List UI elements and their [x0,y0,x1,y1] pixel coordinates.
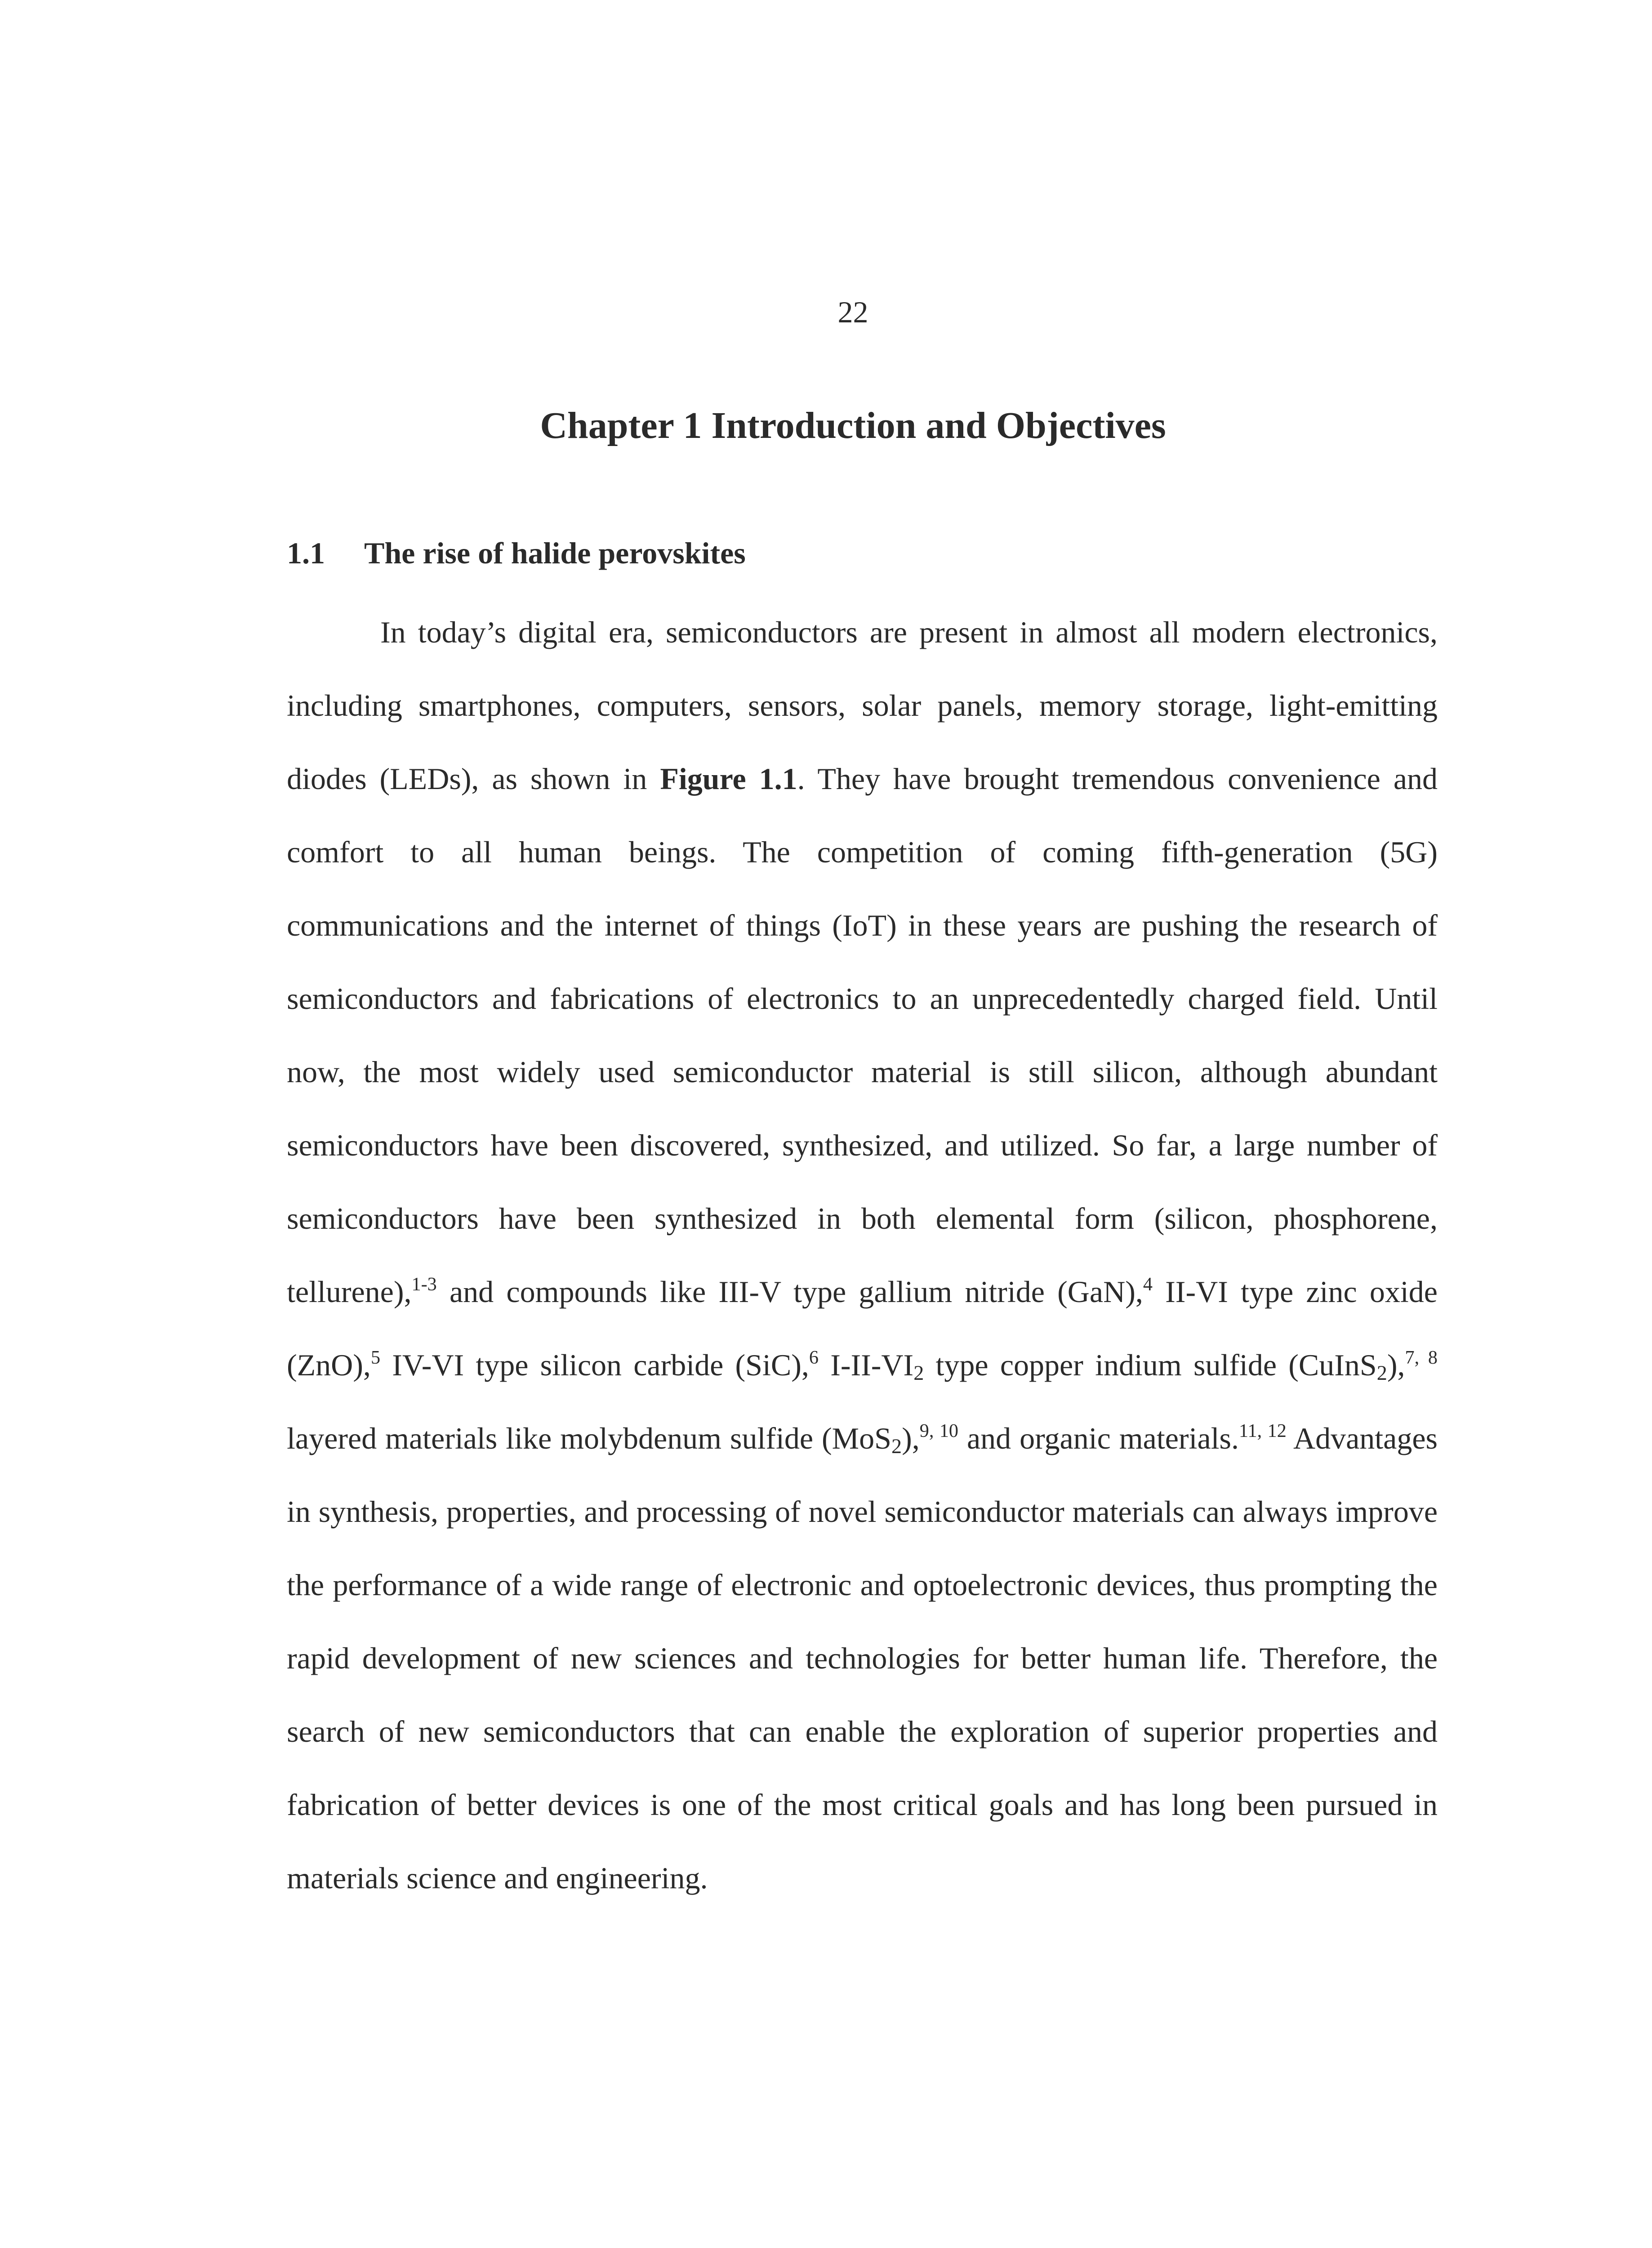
citation-ref: 4 [1143,1273,1153,1295]
figure-reference: Figure 1.1 [660,762,797,796]
citation-ref: 5 [370,1347,381,1368]
paragraph-text: Advantages in synthesis, properties, and processing of novel semiconductor materials can always improve the performance of a wide range of electronic and optoelectronic devices, thus prompting the rapid development of new sciences and technologies for better human life. Therefore, the search of new semiconductors that can enable the exploration of superior properties and fabrication of better devices is one of the most critical goals and has long been pursued in materials science and engineering. [287,1421,1438,1895]
citation-ref: 9, 10 [919,1420,959,1441]
page-number: 22 [837,295,868,329]
paragraph-text: layered materials like molybdenum sulfide (MoS [287,1421,891,1455]
paragraph-text: ), [902,1421,920,1455]
paragraph-text: and compounds like III-V type gallium nitride (GaN), [436,1275,1143,1309]
paragraph-text: ), [1387,1348,1405,1382]
body-paragraph [287,596,1438,1915]
section-heading [287,538,746,568]
section-number: 1.1 [287,536,325,570]
subscript: 2 [1376,1362,1387,1385]
paragraph-text: and organic materials. [958,1421,1239,1455]
paragraph-text: type copper indium sulfide (CuInS [924,1348,1377,1382]
subscript: 2 [891,1435,902,1459]
paragraph-text: II-VI type zinc oxide (ZnO), [287,1275,1438,1382]
citation-ref: 6 [809,1347,819,1368]
paragraph-text: I-II-VI [818,1348,914,1382]
paragraph-text: IV-VI type silicon carbide (SiC), [380,1348,809,1382]
subscript: 2 [913,1362,924,1385]
section-title: The rise of halide perovskites [364,536,746,570]
chapter-title: Chapter 1 Introduction and Objectives [540,405,1166,446]
citation-ref: 1-3 [411,1273,437,1295]
paragraph-text: . They have brought tremendous convenience and comfort to all human beings. The competition of coming fifth-generation (5G) communications and the internet of things (IoT) in these years are pushing the research of semiconductors and fabrications of electronics to an unprecedentedly charged field. Until now, the most widely used semiconductor material is still silicon, although abundant semiconductors have been discovered, synthesized, and utilized. So far, a large number of semiconductors have been synthesized in both elemental form (silicon, phosphorene, tellurene), [287,762,1438,1309]
citation-ref: 7, 8 [1405,1347,1438,1368]
paragraph-text: In today’s digital era, semiconductors are present in almost all modern electronics, including smartphones, computers, sensors, solar panels, memory storage, light-emitting diodes (LEDs), as shown in [287,615,1438,796]
citation-ref: 11, 12 [1238,1420,1287,1441]
